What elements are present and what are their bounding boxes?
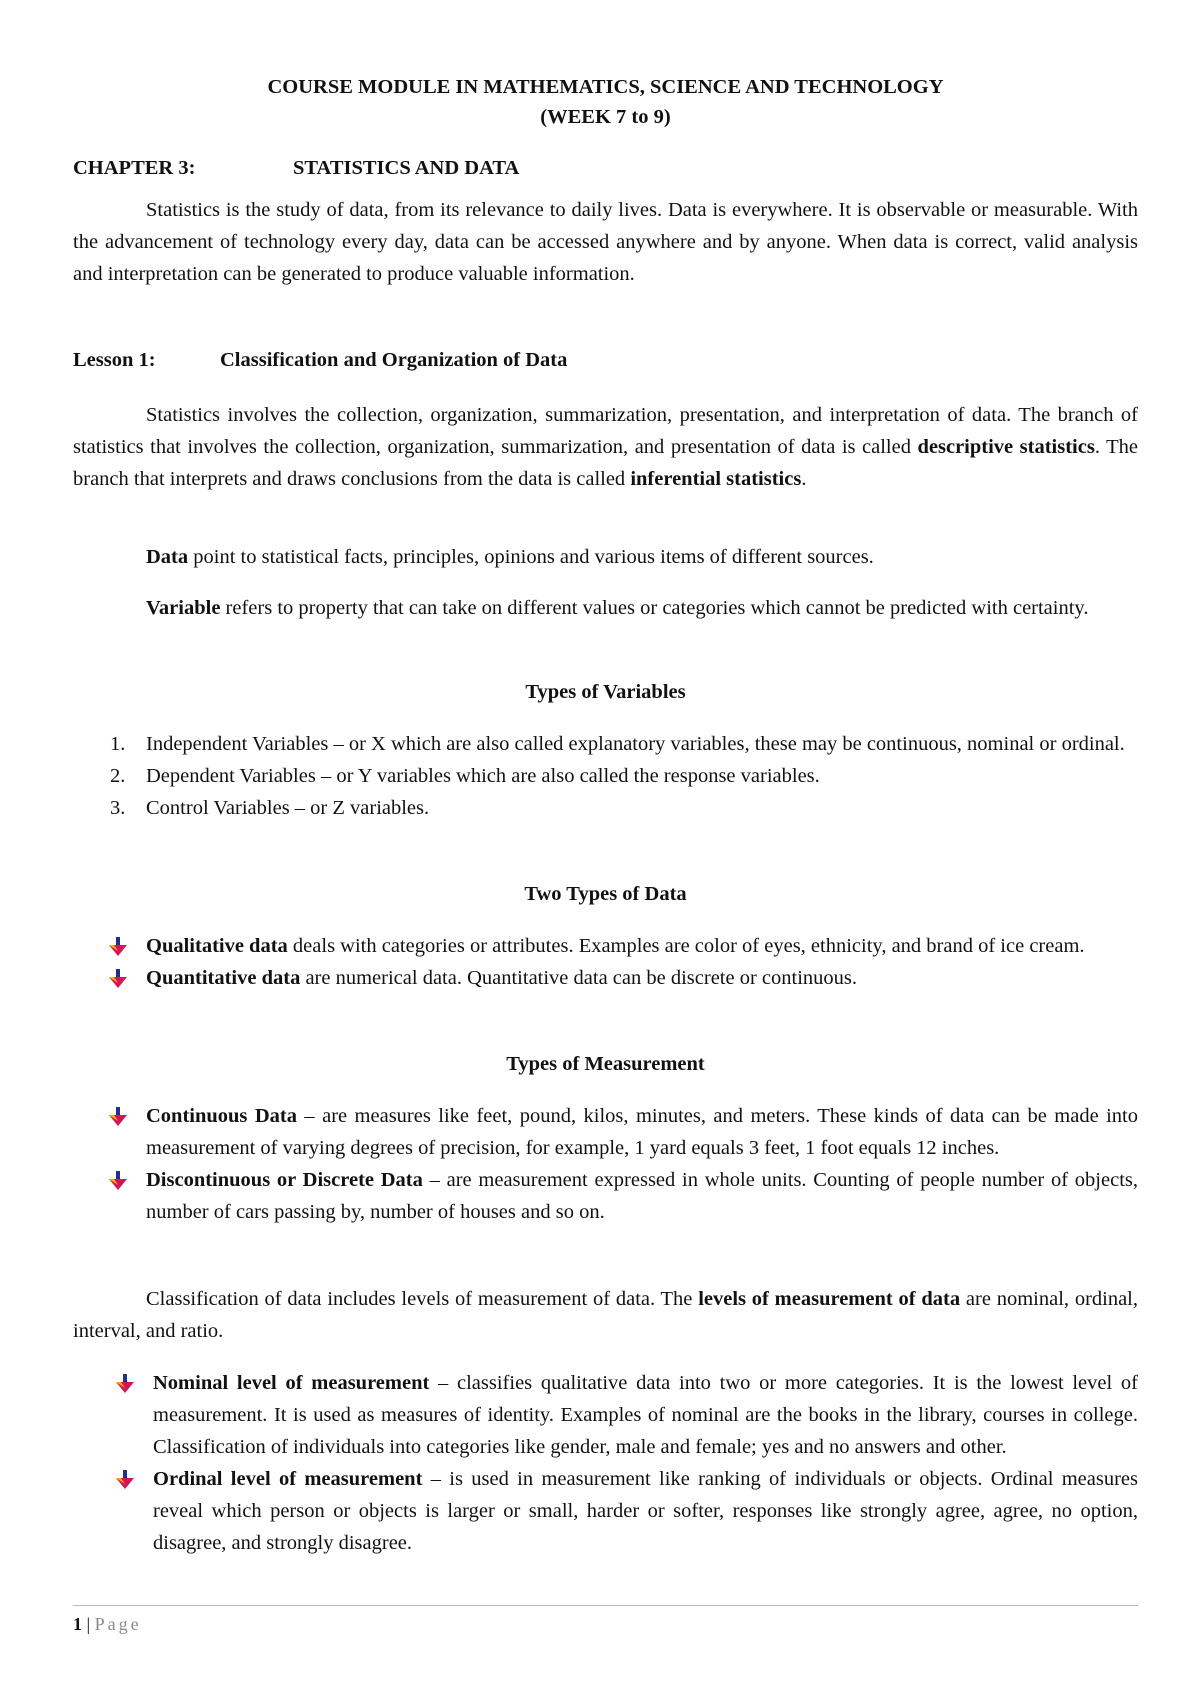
variables-list xyxy=(73,728,1138,824)
lesson-label: Lesson 1: xyxy=(73,349,156,371)
term-continuous-data: Continuous Data xyxy=(146,1105,297,1127)
document-title-block xyxy=(73,72,1138,132)
term-discrete-data: Discontinuous or Discrete Data xyxy=(146,1169,423,1191)
arrow-bullet-icon xyxy=(109,969,127,988)
list-item: Qualitative data deals with categories or attributes. Examples are color of eyes, ethnicity, and brand of ice cream. xyxy=(73,930,1138,962)
list-item: Nominal level of measurement – classifies qualitative data into two or more categories. It is the lowest level of measurement. It is used as measures of identity. Examples of nominal are the books in the library, courses in college. Classification of individuals into categories like gender, male and female; yes and no answers and other. xyxy=(73,1367,1138,1463)
document-weeks: (WEEK 7 to 9) xyxy=(540,106,671,128)
document-title: COURSE MODULE IN MATHEMATICS, SCIENCE AND TECHNOLOGY xyxy=(267,76,944,98)
list-item: Discontinuous or Discrete Data – are measurement expressed in whole units. Counting of people number of objects, number of cars passing by, number of houses and so on. xyxy=(73,1164,1138,1228)
term-quantitative-data: Quantitative data xyxy=(146,967,301,989)
arrow-bullet-icon xyxy=(109,937,127,956)
data-definition: Data point to statistical facts, principles, opinions and various items of different sources. xyxy=(146,546,874,568)
list-item: Quantitative data are numerical data. Quantitative data can be discrete or continuous. xyxy=(73,962,1138,994)
term-levels-of-measurement: levels of measurement of data xyxy=(698,1288,961,1310)
page-footer xyxy=(73,1614,142,1635)
arrow-bullet-icon xyxy=(116,1470,134,1489)
list-item: 3. Control Variables – or Z variables. xyxy=(110,797,430,819)
two-types-of-data-heading: Two Types of Data xyxy=(524,883,687,905)
term-nominal-level: Nominal level of measurement xyxy=(153,1372,430,1394)
list-item: Ordinal level of measurement – is used in measurement like ranking of individuals or objects. Ordinal measures reveal which person or objects is larger or small, harder or softer, responses like strongly agree, agree, no option, disagree, and strongly disagree. xyxy=(73,1463,1138,1559)
types-of-variables-heading: Types of Variables xyxy=(525,681,686,703)
term-inferential-statistics: inferential statistics xyxy=(630,468,802,490)
chapter-heading xyxy=(73,157,519,180)
chapter-title: STATISTICS AND DATA xyxy=(293,157,520,179)
statistics-paragraph: Statistics involves the collection, organization, summarization, presentation, and interpretation of data. The branch of statistics that involves the collection, organization, summarization, and presentation of data is called descriptive statistics. The branch that interprets and draws conclusions from the data is called inferential statistics. xyxy=(73,404,1138,490)
term-descriptive-statistics: descriptive statistics xyxy=(917,436,1095,458)
types-of-measurement-heading: Types of Measurement xyxy=(506,1053,705,1075)
list-item: Continuous Data – are measures like feet, pound, kilos, minutes, and meters. These kinds of data can be made into measurement of varying degrees of precision, for example, 1 yard equals 3 feet, 1 foot equals 12 inches. xyxy=(73,1100,1138,1164)
page-label: Page xyxy=(94,1614,142,1634)
data-types-list xyxy=(73,930,1138,994)
intro-paragraph xyxy=(73,194,1138,290)
term-qualitative-data: Qualitative data xyxy=(146,935,288,957)
chapter-label: CHAPTER 3: xyxy=(73,157,196,179)
arrow-bullet-icon xyxy=(116,1374,134,1393)
variable-definition: Variable refers to property that can take on different values or categories which cannot be predicted with certainty. xyxy=(146,597,1089,619)
lesson-heading xyxy=(73,349,567,372)
term-variable: Variable xyxy=(146,597,221,619)
footer-divider xyxy=(73,1605,1138,1606)
measurement-types-list xyxy=(73,1100,1138,1228)
classification-paragraph: Classification of data includes levels of measurement of data. The levels of measurement of data are nominal, ordinal, interval, and ratio. xyxy=(73,1288,1139,1342)
arrow-bullet-icon xyxy=(109,1171,127,1190)
lesson-title: Classification and Organization of Data xyxy=(220,349,568,371)
term-data: Data xyxy=(146,546,189,568)
page-number: 1 xyxy=(73,1614,82,1634)
levels-list xyxy=(73,1367,1138,1559)
arrow-bullet-icon xyxy=(109,1107,127,1126)
term-ordinal-level: Ordinal level of measurement xyxy=(153,1468,423,1490)
intro-text: Statistics is the study of data, from its relevance to daily lives. Data is everywhere. It is observable or measurable. With the advancement of technology every day, data can be accessed anywhere and by anyone. When data is correct, valid analysis and interpretation can be generated to produce valuable information. xyxy=(73,199,1138,285)
list-item: 1. Independent Variables – or X which are also called explanatory variables, these may be continuous, nominal or ordinal. xyxy=(110,733,1125,755)
list-item: 2. Dependent Variables – or Y variables which are also called the response variables. xyxy=(110,765,820,787)
footer-separator: | xyxy=(82,1614,95,1634)
